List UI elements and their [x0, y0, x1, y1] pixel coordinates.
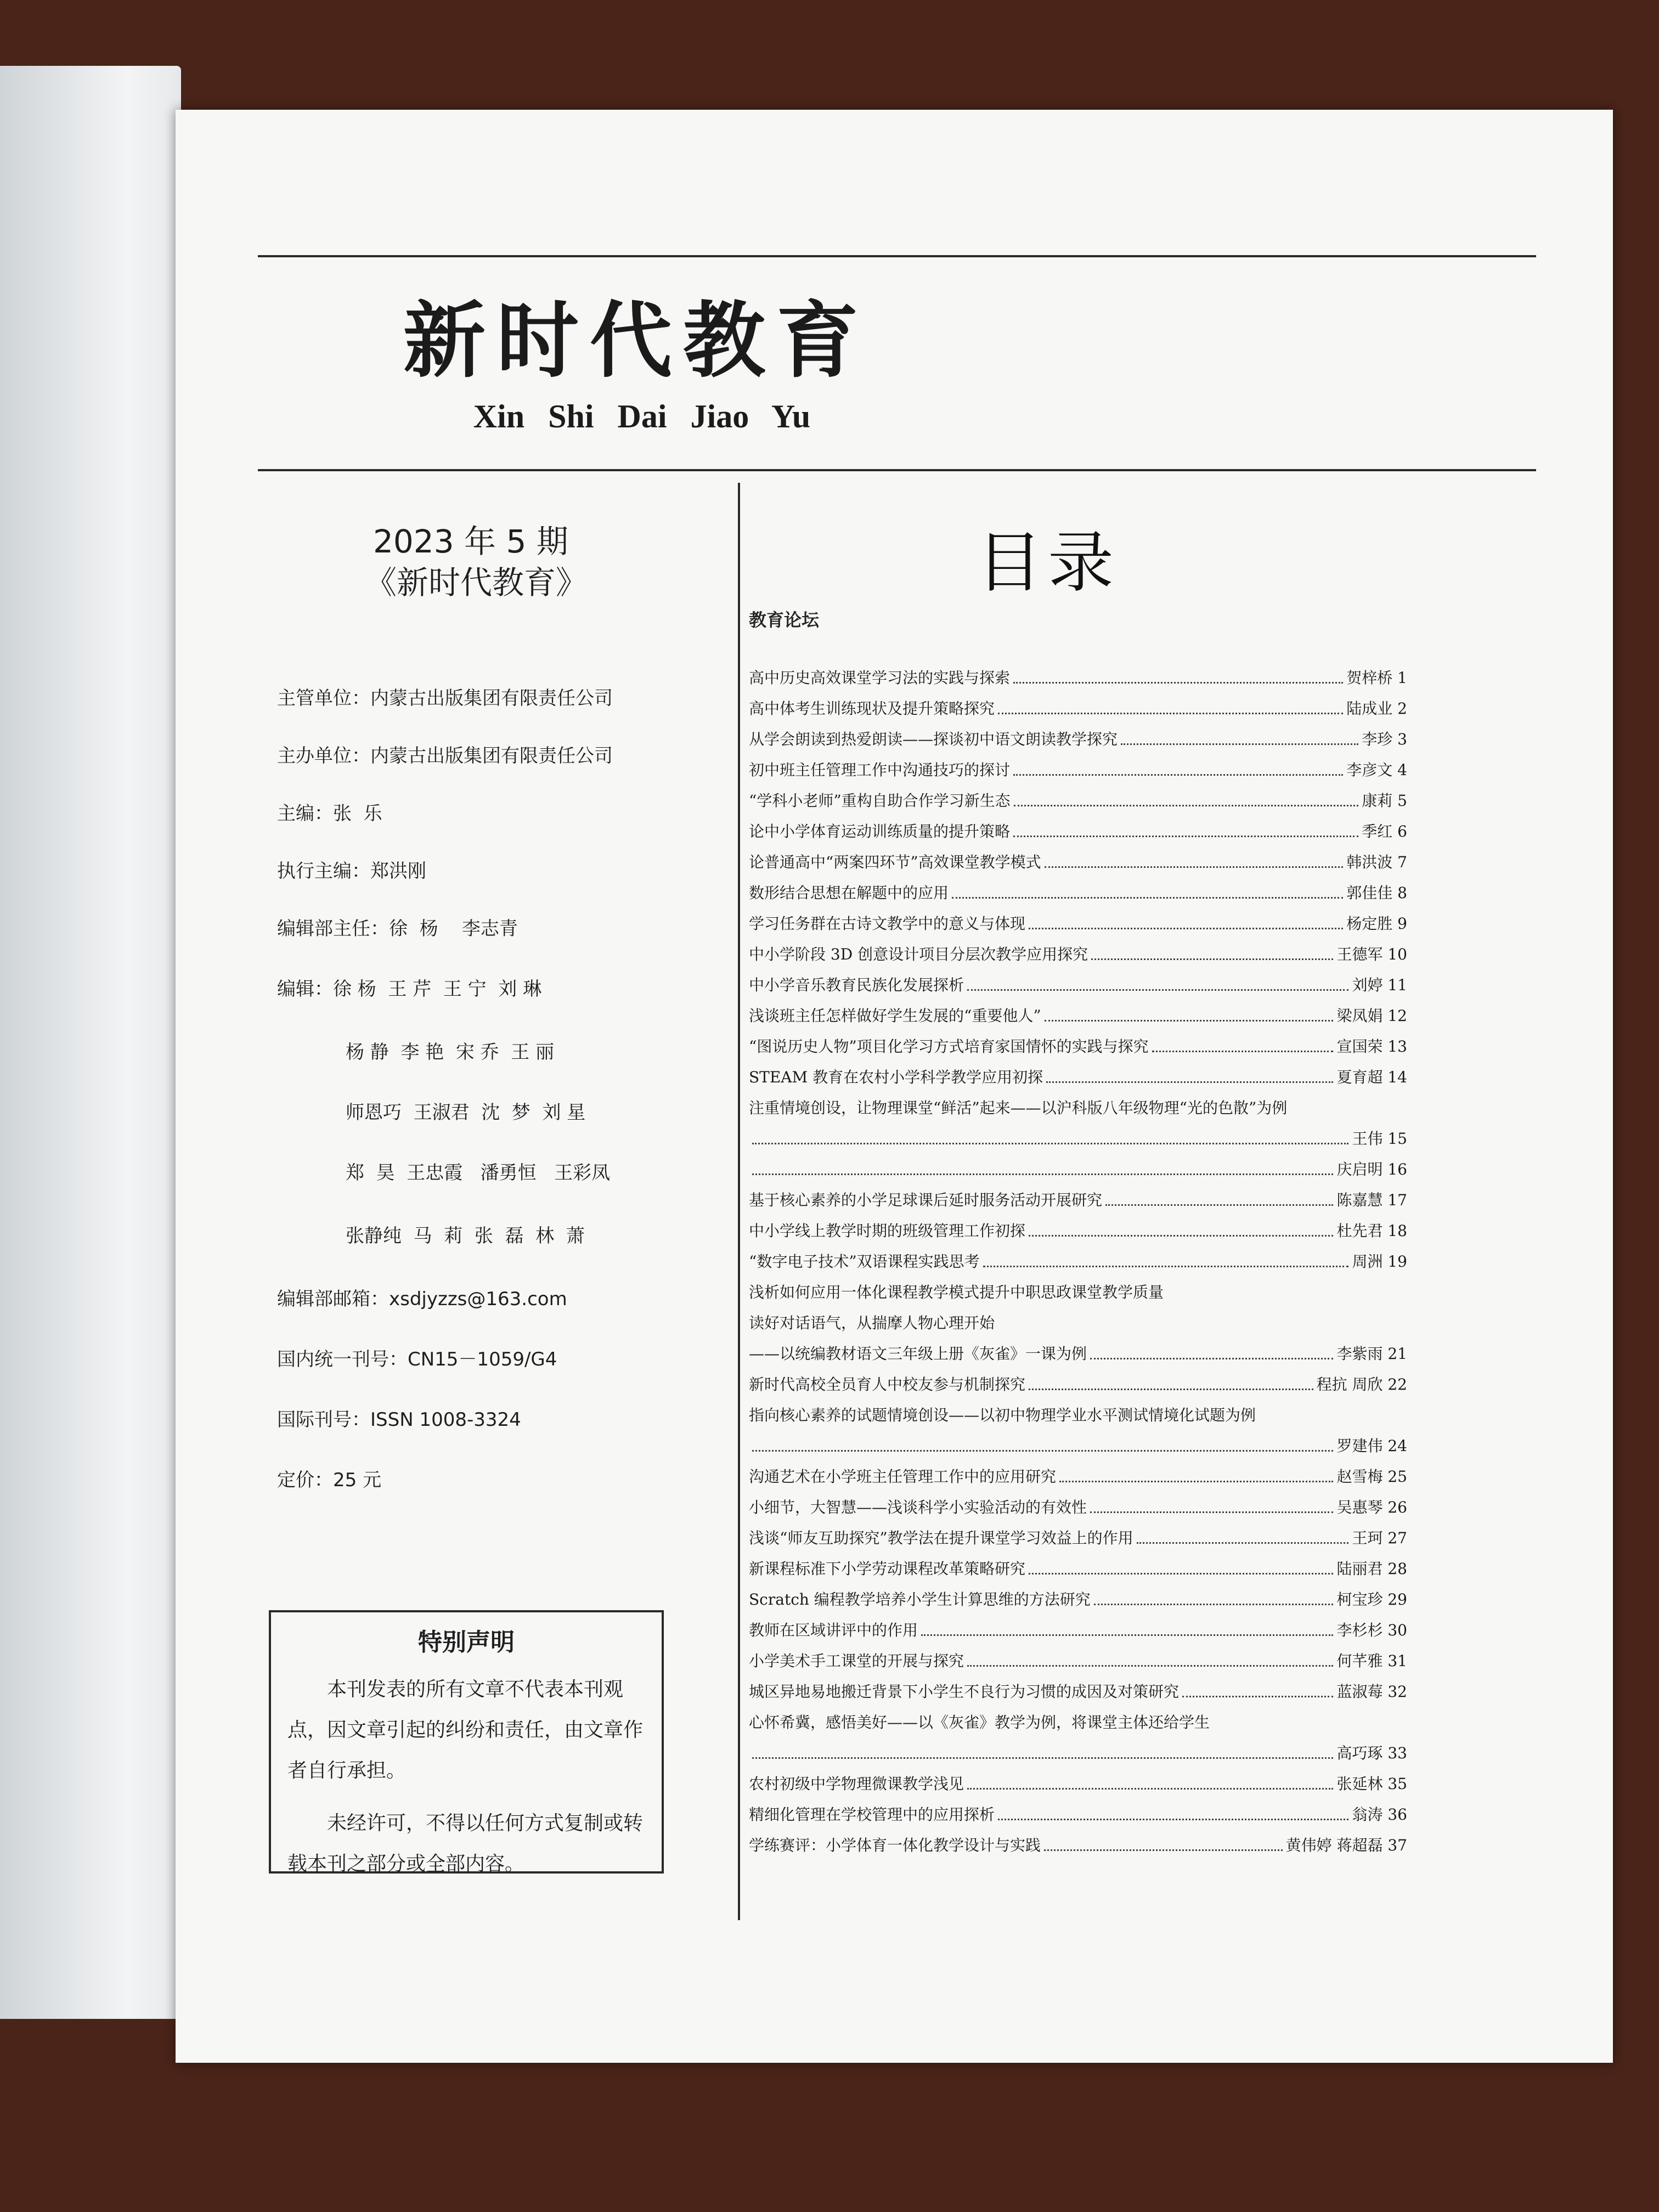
- toc-leader-dots: [1014, 805, 1359, 806]
- toc-entry: [749, 1063, 1407, 1087]
- toc-entry-title: 城区异地易地搬迁背景下小学生不良行为习惯的成因及对策研究: [749, 1683, 1180, 1701]
- toc-entry-title: 沟通艺术在小学班主任管理工作中的应用研究: [749, 1468, 1057, 1486]
- toc-leader-dots: [1029, 1235, 1333, 1237]
- toc-entry: [749, 756, 1407, 780]
- email-line: 编辑部邮箱：xsdjyzzs@163.com: [277, 1288, 567, 1310]
- toc-entry: [749, 1555, 1407, 1579]
- toc-leader-dots: [1121, 743, 1358, 745]
- toc-entry-title: 基于核心素养的小学足球课后延时服务活动开展研究: [749, 1191, 1103, 1209]
- toc-leader-dots: [998, 1819, 1348, 1820]
- toc-entry-author-page: 罗建伟 24: [1336, 1437, 1407, 1455]
- notice-title: 特别声明: [418, 1628, 515, 1656]
- toc-entry: [749, 725, 1407, 749]
- supervisor-line: 主管单位：内蒙古出版集团有限责任公司: [277, 687, 613, 709]
- toc-leader-dots: [1137, 1542, 1349, 1544]
- toc-entry-title: 心怀希冀，感悟美好——以《灰雀》教学为例，将课堂主体还给学生: [749, 1713, 1210, 1731]
- notice-paragraph: 未经许可，不得以任何方式复制或转载本刊之部分或全部内容。: [287, 1812, 644, 1875]
- toc-entry-title: 初中班主任管理工作中沟通技巧的探讨: [749, 761, 1011, 779]
- toc-entry: [749, 940, 1407, 964]
- toc-leader-dots: [983, 1266, 1349, 1267]
- toc-leader-dots: [1044, 1849, 1283, 1851]
- toc-entry: [749, 1585, 1407, 1610]
- toc-entry: [749, 879, 1407, 903]
- toc-entry-title: 指向核心素养的试题情境创设——以初中物理学业水平测试情境化试题为例: [749, 1406, 1256, 1424]
- toc-entry-title: 小细节，大智慧——浅谈科学小实验活动的有效性: [749, 1498, 1087, 1516]
- toc-leader-dots: [1029, 1573, 1333, 1575]
- special-notice-box: [269, 1610, 664, 1874]
- toc-entry-author-page: 康莉 5: [1362, 792, 1407, 810]
- toc-entry-title: “数字电子技术”双语课程实践思考: [749, 1252, 980, 1271]
- toc-leader-dots: [1029, 1389, 1313, 1390]
- toc-entry-title: 中小学阶段 3D 创意设计项目分层次教学应用探究: [749, 945, 1088, 963]
- toc-entry-title: ——以统编教材语文三年级上册《灰雀》一课为例: [749, 1345, 1087, 1363]
- editors-line: 郑 昊 王忠霞 潘勇恒 王彩凤: [346, 1162, 611, 1184]
- toc-title: 目录: [977, 525, 1119, 601]
- toc-entry-title: 精细化管理在学校管理中的应用探析: [749, 1805, 995, 1824]
- toc-entry-author-page: 周洲 19: [1352, 1252, 1407, 1271]
- editors-line: 师恩巧 王淑君 沈 梦 刘 星: [346, 1102, 586, 1124]
- cn-number-line: 国内统一刊号：CN15－1059/G4: [277, 1348, 557, 1370]
- toc-leader-dots: [1152, 1051, 1334, 1052]
- issue-number: 2023 年 5 期: [373, 523, 568, 560]
- toc-entry-author-page: 贺梓桥 1: [1346, 669, 1407, 687]
- toc-entry-title: 教师在区域讲评中的作用: [749, 1621, 918, 1639]
- toc-entry-author-page: 庆启明 16: [1336, 1160, 1407, 1178]
- toc-entry: [749, 1524, 1407, 1548]
- toc-entry-title: “图说历史人物”项目化学习方式培育家国情怀的实践与探究: [749, 1037, 1149, 1056]
- toc-entry-title: 浅谈“师友互助探究”教学法在提升课堂学习效益上的作用: [749, 1529, 1133, 1547]
- toc-leader-dots: [1029, 928, 1343, 929]
- toc-entry: [749, 1616, 1407, 1640]
- toc-entry-title: 小学美术手工课堂的开展与探究: [749, 1652, 964, 1670]
- toc-entry-author-page: 季红 6: [1362, 822, 1407, 840]
- toc-leader-dots: [1094, 1604, 1334, 1605]
- editors-line: 编辑：徐 杨 王 芹 王 宁 刘 琳: [277, 978, 542, 1000]
- toc-entry: [749, 1708, 1407, 1733]
- toc-leader-dots: [1090, 1511, 1333, 1513]
- toc-entry: [749, 1801, 1407, 1825]
- toc-entry-author-page: 吴惠琴 26: [1336, 1498, 1407, 1516]
- toc-entry-author-page: 宣国荣 13: [1336, 1037, 1407, 1056]
- toc-entry-author-page: 李彦文 4: [1346, 761, 1407, 779]
- toc-entry: [749, 1002, 1407, 1026]
- toc-entry-author-page: 陆成业 2: [1346, 699, 1407, 718]
- toc-entry-author-page: 李珍 3: [1362, 730, 1407, 748]
- toc-entry-title: 读好对话语气，从揣摩人物心理开始: [749, 1314, 995, 1332]
- toc-entry-author-page: 梁凤娟 12: [1336, 1007, 1407, 1025]
- editors-line: 张静纯 马 莉 张 磊 林 萧: [346, 1225, 585, 1247]
- toc-entry: [749, 1678, 1407, 1702]
- toc-entry: [749, 1401, 1407, 1425]
- masthead-title-cn: 新时代教育: [403, 294, 870, 389]
- journal-name: 《新时代教育》: [365, 564, 588, 601]
- editors-line: 杨 静 李 艳 宋 乔 王 丽: [346, 1041, 555, 1063]
- toc-entry: [749, 817, 1407, 842]
- toc-entry-author-page: 杜先君 18: [1336, 1222, 1407, 1240]
- toc-entry-author-page: 赵雪梅 25: [1336, 1468, 1407, 1486]
- table-of-contents: [749, 110, 1407, 1854]
- toc-entry: [749, 1248, 1407, 1272]
- issn-line: 国际刊号：ISSN 1008-3324: [277, 1409, 521, 1431]
- toc-leader-dots: [1105, 1204, 1333, 1206]
- toc-entry-author-page: 黄伟婷 蒋超磊 37: [1285, 1836, 1407, 1854]
- toc-entry-author-page: 杨定胜 9: [1346, 915, 1407, 933]
- toc-entry-author-page: 何芊雅 31: [1336, 1652, 1407, 1670]
- column-divider: [738, 483, 740, 1920]
- toc-entry: [749, 1370, 1407, 1395]
- toc-entry-author-page: 高巧琢 33: [1336, 1744, 1407, 1762]
- toc-entry: [749, 1155, 1407, 1180]
- toc-entry: [749, 1463, 1407, 1487]
- toc-entry-author-page: 陆丽君 28: [1336, 1560, 1407, 1578]
- toc-entry-title: STEAM 教育在农村小学科学教学应用初探: [749, 1068, 1043, 1086]
- toc-entry: [749, 1032, 1407, 1057]
- toc-leader-dots: [752, 1143, 1348, 1144]
- toc-entry-title: 中小学音乐教育民族化发展探析: [749, 976, 964, 994]
- toc-entry-title: “学科小老师”重构自助合作学习新生态: [749, 792, 1011, 810]
- sponsor-line: 主办单位：内蒙古出版集团有限责任公司: [277, 745, 613, 767]
- toc-entry: [749, 1094, 1407, 1118]
- toc-leader-dots: [1182, 1696, 1333, 1697]
- toc-entry-author-page: 陈嘉慧 17: [1336, 1191, 1407, 1209]
- toc-entry-author-page: 王珂 27: [1352, 1529, 1407, 1547]
- notice-paragraph: 本刊发表的所有文章不代表本刊观点，因文章引起的纠纷和责任，由文章作者自行承担。: [287, 1678, 644, 1782]
- toc-entry: [749, 971, 1407, 995]
- toc-entry-author-page: 郭佳佳 8: [1346, 884, 1407, 902]
- toc-entry: [749, 1739, 1407, 1763]
- toc-entry-title: 农村初级中学物理微课教学浅见: [749, 1775, 964, 1793]
- toc-leader-dots: [967, 1665, 1333, 1667]
- toc-leader-dots: [921, 1634, 1333, 1636]
- masthead-title-en: Xin Shi Dai Jiao Yu: [473, 398, 811, 435]
- toc-leader-dots: [1013, 682, 1343, 684]
- price-line: 定价：25 元: [277, 1469, 382, 1491]
- toc-entry-author-page: 程抗 周欣 22: [1316, 1375, 1407, 1393]
- toc-entry: [749, 1340, 1407, 1364]
- toc-entry-title: Scratch 编程教学培养小学生计算思维的方法研究: [749, 1590, 1091, 1609]
- toc-entry-title: 新课程标准下小学劳动课程改革策略研究: [749, 1560, 1026, 1578]
- toc-leader-dots: [1013, 774, 1343, 776]
- toc-entry-title: 高中历史高效课堂学习法的实践与探索: [749, 669, 1011, 687]
- toc-entry: [749, 1278, 1407, 1302]
- toc-entry: [749, 664, 1407, 688]
- toc-entry-author-page: 李紫雨 21: [1336, 1345, 1407, 1363]
- toc-entry: [749, 848, 1407, 872]
- toc-entry-author-page: 李杉杉 30: [1336, 1621, 1407, 1639]
- toc-entry-author-page: 翁涛 36: [1352, 1805, 1407, 1824]
- toc-leader-dots: [752, 1173, 1333, 1175]
- contents-page: [176, 110, 1613, 2063]
- toc-entry-title: 学练赛评：小学体育一体化教学设计与实践: [749, 1836, 1041, 1854]
- toc-entry-title: 论中小学体育运动训练质量的提升策略: [749, 822, 1011, 840]
- toc-leader-dots: [967, 989, 1348, 991]
- toc-entry-title: 新时代高校全员育人中校友参与机制探究: [749, 1375, 1026, 1393]
- toc-entry-title: 中小学线上教学时期的班级管理工作初探: [749, 1222, 1026, 1240]
- toc-leader-dots: [752, 1450, 1333, 1452]
- toc-leader-dots: [1045, 866, 1344, 868]
- exec-editor-line: 执行主编：郑洪刚: [277, 860, 426, 882]
- toc-entry-author-page: 柯宝珍 29: [1336, 1590, 1407, 1609]
- toc-leader-dots: [752, 1757, 1333, 1759]
- toc-entry: [749, 1217, 1407, 1241]
- toc-entry: [749, 1309, 1407, 1333]
- toc-leader-dots: [1090, 1358, 1333, 1359]
- toc-entry: [749, 1831, 1407, 1855]
- toc-leader-dots: [1045, 1020, 1334, 1022]
- toc-leader-dots: [1091, 958, 1333, 960]
- toc-entry-title: 高中体考生训练现状及提升策略探究: [749, 699, 995, 718]
- toc-leader-dots: [967, 1788, 1333, 1790]
- toc-entry-author-page: 夏育超 14: [1336, 1068, 1407, 1086]
- chief-editor-line: 主编：张 乐: [277, 803, 382, 825]
- toc-leader-dots: [1046, 1081, 1333, 1083]
- toc-entry: [749, 1186, 1407, 1210]
- toc-entry: [749, 1432, 1407, 1456]
- toc-entry-title: 从学会朗读到热爱朗读——探谈初中语文朗读教学探究: [749, 730, 1118, 748]
- toc-leader-dots: [1059, 1481, 1333, 1482]
- toc-entry: [749, 1770, 1407, 1794]
- toc-entry-author-page: 蓝淑莓 32: [1336, 1683, 1407, 1701]
- toc-entry-title: 数形结合思想在解题中的应用: [749, 884, 949, 902]
- toc-entry: [749, 1647, 1407, 1671]
- toc-entry-title: 论普通高中“两案四环节”高效课堂教学模式: [749, 853, 1041, 871]
- dept-director-line: 编辑部主任：徐 杨 李志青: [277, 918, 518, 940]
- toc-entry-author-page: 刘婷 11: [1352, 976, 1407, 994]
- toc-leader-dots: [952, 897, 1343, 899]
- facing-page: [0, 66, 181, 2019]
- toc-leader-dots: [998, 713, 1343, 714]
- toc-entry-title: 浅析如何应用一体化课程教学模式提升中职思政课堂教学质量: [749, 1283, 1164, 1301]
- toc-entry-title: 注重情境创设，让物理课堂“鲜活”起来——以沪科版八年级物理“光的色散”为例: [749, 1099, 1288, 1117]
- toc-leader-dots: [1013, 836, 1358, 837]
- toc-entry-author-page: 韩洪波 7: [1346, 853, 1407, 871]
- toc-entry: [749, 1493, 1407, 1517]
- toc-entry: [749, 695, 1407, 719]
- toc-entry-author-page: 张延林 35: [1336, 1775, 1407, 1793]
- toc-entry: [749, 787, 1407, 811]
- toc-entry: [749, 1125, 1407, 1149]
- toc-entry-title: 学习任务群在古诗文教学中的意义与体现: [749, 915, 1026, 933]
- toc-entry: [749, 910, 1407, 934]
- toc-section-heading: 教育论坛: [749, 610, 820, 630]
- toc-entry-author-page: 王伟 15: [1352, 1130, 1407, 1148]
- toc-entry-title: 浅谈班主任怎样做好学生发展的“重要他人”: [749, 1007, 1041, 1025]
- toc-entry-author-page: 王德军 10: [1336, 945, 1407, 963]
